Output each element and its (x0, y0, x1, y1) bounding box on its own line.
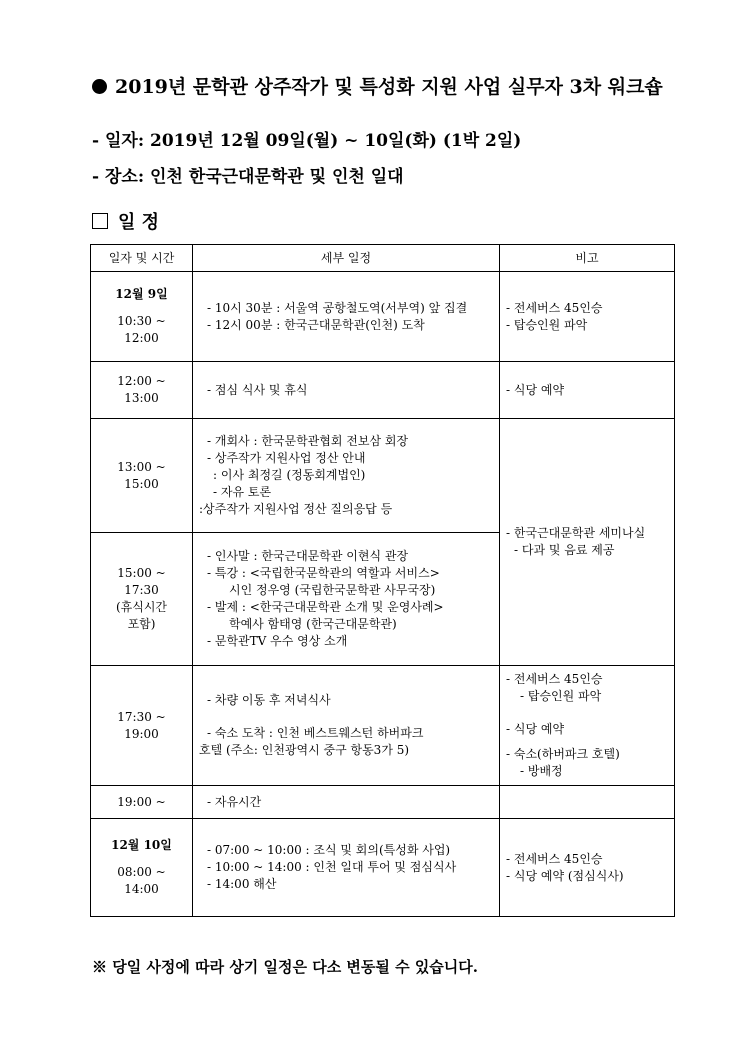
day-label: 12월 9일 (115, 287, 168, 301)
day-label: 12월 10일 (111, 838, 172, 852)
footnote: ※ 당일 사정에 따라 상기 일정은 다소 변동될 수 있습니다. (92, 958, 479, 976)
detail-line: - 10시 30분 : 서울역 공항철도역(서부역) 앞 집결 (207, 300, 468, 315)
checkbox-square-icon (92, 213, 108, 229)
date-info: - 일자: 2019년 12월 09일(월) ~ 10일(화) (1박 2일) (92, 131, 522, 151)
time-line: 포함) (127, 617, 156, 631)
row-time (91, 272, 193, 362)
table-header-row (91, 245, 675, 272)
table-row (91, 362, 675, 419)
time-line: 12:00 (124, 331, 159, 345)
note-line: - 한국근대문학관 세미나실 (506, 526, 646, 540)
row-detail (193, 272, 500, 362)
section-title: 일 정 (118, 212, 160, 233)
note-line: - 전세버스 45인승 (506, 300, 603, 315)
detail-line: - 상주작가 지원사업 정산 안내 (207, 451, 366, 465)
row-time (91, 362, 193, 419)
time-line: 15:00 ~ (117, 566, 166, 580)
detail-line: - 문학관TV 우수 영상 소개 (207, 634, 348, 648)
section-heading (92, 208, 159, 234)
note-line: - 식당 예약 (점심식사) (506, 868, 624, 883)
row-time (91, 786, 193, 819)
note-line: - 탑승인원 파악 (506, 317, 588, 332)
detail-line: - 특강 : <국립한국문학관의 역할과 서비스> (207, 566, 440, 580)
detail-line: - 숙소 도착 : 인천 베스트웨스턴 하버파크 (207, 726, 424, 740)
time-line: (휴식시간 (115, 600, 168, 614)
row-note (500, 362, 675, 419)
time-line: 19:00 ~ (117, 794, 166, 809)
row-note (500, 272, 675, 362)
header-note: 비고 (500, 245, 675, 272)
detail-line: 학예사 함태영 (한국근대문학관) (229, 617, 397, 631)
detail-line: - 개회사 : 한국문학관협회 전보삼 회장 (207, 434, 409, 448)
note-line: - 전세버스 45인승 (506, 672, 603, 686)
detail-line: - 차량 이동 후 저녁식사 (207, 693, 331, 707)
row-detail (193, 533, 500, 666)
row-note-shared (500, 419, 675, 666)
detail-line: - 자유시간 (207, 794, 262, 809)
detail-line: - 14:00 해산 (207, 877, 277, 891)
row-note (500, 786, 675, 819)
table-row (91, 819, 675, 917)
table-row (91, 786, 675, 819)
document-title (92, 72, 663, 99)
detail-line: - 자유 토론 (213, 485, 272, 499)
detail-line: 호텔 (주소: 인천광역시 중구 항동3가 5) (199, 743, 410, 757)
bullet-icon (92, 79, 107, 94)
row-detail (193, 819, 500, 917)
time-line: 17:30 (124, 583, 159, 597)
row-time (91, 533, 193, 666)
time-line: 13:00 ~ (117, 459, 166, 474)
row-note (500, 819, 675, 917)
detail-line: - 점심 식사 및 휴식 (207, 382, 308, 397)
detail-line: - 발제 : <한국근대문학관 소개 및 운영사례> (207, 600, 444, 614)
table-row (91, 666, 675, 786)
time-line: 12:00 ~ (117, 374, 166, 388)
time-line: 08:00 ~ (117, 865, 166, 879)
detail-line: - 12시 00분 : 한국근대문학관(인천) 도착 (207, 317, 425, 332)
row-detail (193, 419, 500, 533)
note-line: - 다과 및 음료 제공 (514, 543, 615, 557)
table-row (91, 272, 675, 362)
table-row (91, 419, 675, 533)
note-line: - 숙소(하버파크 호텔) (506, 747, 620, 761)
time-line: 13:00 (124, 391, 159, 405)
schedule-table (90, 244, 675, 917)
detail-line: - 10:00 ~ 14:00 : 인천 일대 투어 및 점심식사 (207, 860, 457, 874)
row-note (500, 666, 675, 786)
detail-line: - 인사말 : 한국근대문학관 이현식 관장 (207, 549, 409, 563)
row-detail (193, 666, 500, 786)
note-line: - 전세버스 45인승 (506, 851, 603, 866)
note-line: - 식당 예약 (506, 722, 565, 736)
detail-line: 시인 정우영 (국립한국문학관 사무국장) (229, 583, 436, 597)
row-time (91, 819, 193, 917)
detail-line: : 이사 최정길 (정동회계법인) (213, 468, 366, 482)
time-line: 10:30 ~ (117, 314, 166, 328)
title-text: 2019년 문학관 상주작가 및 특성화 지원 사업 실무자 3차 워크숍 (115, 76, 663, 98)
time-line: 15:00 (124, 476, 159, 491)
header-date-time: 일자 및 시간 (91, 245, 193, 272)
row-detail (193, 362, 500, 419)
note-line: - 탑승인원 파악 (520, 689, 602, 703)
row-time (91, 666, 193, 786)
row-detail (193, 786, 500, 819)
detail-line: :상주작가 지원사업 정산 질의응답 등 (199, 502, 393, 516)
detail-line: - 07:00 ~ 10:00 : 조식 및 회의(특성화 사업) (207, 843, 451, 857)
time-line: 19:00 (124, 726, 159, 741)
place-info: - 장소: 인천 한국근대문학관 및 인천 일대 (92, 167, 404, 187)
time-line: 17:30 ~ (117, 709, 166, 724)
row-time (91, 419, 193, 533)
note-line: - 식당 예약 (506, 382, 565, 397)
note-line: - 방배정 (520, 764, 563, 778)
header-detail: 세부 일정 (193, 245, 500, 272)
time-line: 14:00 (124, 882, 159, 896)
